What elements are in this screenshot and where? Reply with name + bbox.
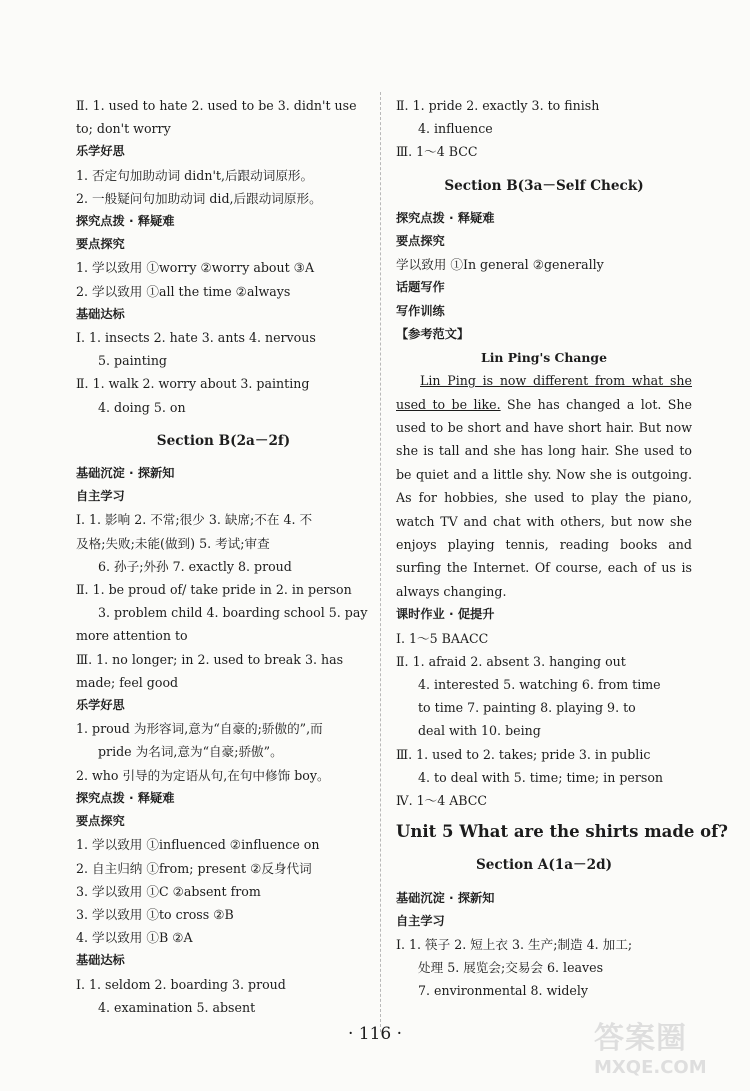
answer-line: pride 为名词,意为“自豪;骄傲”。 [98,744,283,760]
answer-line: 4. examination 5. absent [98,999,256,1015]
answer-line: 2. who 引导的为定语从句,在句中修饰 boy。 [76,767,330,783]
section-heading: 自主学习 [76,489,125,504]
section-heading: 课时作业 · 促提升 [396,607,495,622]
section-heading: 话题写作 [396,280,445,295]
answer-line: 学以致用 ①In general ②generally [396,257,604,273]
section-heading: 自主学习 [396,913,445,928]
section-title: Section B(2a－2f) [156,432,291,449]
section-heading: 基础达标 [76,306,125,321]
answer-line: Ⅱ. 1. pride 2. exactly 3. to finish [396,98,600,113]
answer-line: Ⅲ. 1. no longer; in 2. used to break 3. has [76,651,344,667]
answer-line: 1. 学以致用 ①influenced ②influence on [76,837,320,853]
answer-line: 处理 5. 展览会;交易会 6. leaves [418,960,604,976]
section-heading: 乐学好思 [76,144,125,159]
section-heading: 基础沉淀 · 探新知 [76,466,175,481]
watermark-url: MXQE.COM [594,1057,707,1078]
page-number: · 116 · [347,1024,403,1044]
section-heading: 探究点拨 · 释疑难 [76,214,175,229]
answer-line: Ⅲ. 1～4 BCC [396,144,478,160]
essay-underlined-sentence: Lin Ping is now different from what she used to be like. [396,373,692,412]
model-essay [396,369,692,603]
essay-title: Lin Ping's Change [481,350,607,366]
answer-line: 2. 自主归纳 ①from; present ②反身代词 [76,860,312,876]
section-heading: 探究点拨 · 释疑难 [396,210,495,225]
answer-line: 3. problem child 4. boarding school 5. pay [98,605,368,621]
answer-line: 2. 学以致用 ①all the time ②always [76,283,291,299]
answer-line: 3. 学以致用 ①to cross ②B [76,906,234,922]
section-heading: 写作训练 [396,303,445,318]
section-title: Section A(1a－2d) [475,857,613,874]
answer-line: more attention to [76,628,188,644]
answer-line: 4. influence [418,121,493,137]
answer-line: 1. 学以致用 ①worry ②worry about ③A [76,260,315,276]
section-heading: 【参考范文】 [396,326,470,341]
answer-line: Ⅱ. 1. walk 2. worry about 3. painting [76,376,310,392]
answer-line: 4. 学以致用 ①B ②A [76,930,193,946]
answer-line: Ⅱ. 1. be proud of/ take pride in 2. in person [76,582,352,598]
left-column [76,94,371,1019]
answer-line: 5. painting [98,353,167,369]
answer-line: made; feel good [76,674,179,690]
answer-line: 6. 孙子;外孙 7. exactly 8. proud [98,558,292,574]
answer-line: 1. 否定句加助动词 didn't,后跟动词原形。 [76,167,314,183]
answer-line: 4. to deal with 5. time; time; in person [418,769,664,785]
answer-line: deal with 10. being [418,723,541,739]
answer-line: Ⅰ. 1. insects 2. hate 3. ants 4. nervous [76,330,316,346]
section-heading: 乐学好思 [76,698,125,713]
answer-line: to time 7. painting 8. playing 9. to [418,700,636,716]
section-heading: 要点探究 [396,234,445,249]
answer-line: Ⅰ. 1. 筷子 2. 短上衣 3. 生产;制造 4. 加工; [396,936,633,952]
answer-line: Ⅰ. 1. 影响 2. 不常;很少 3. 缺席;不在 4. 不 [76,512,313,528]
answer-line: 1. proud 为形容词,意为“自豪的;骄傲的”,而 [76,721,323,737]
section-heading: 要点探究 [76,237,125,252]
answer-line: Ⅱ. 1. afraid 2. absent 3. hanging out [396,653,626,669]
answer-line: 4. doing 5. on [98,399,186,415]
watermark-mark: 答案圈 [594,1021,687,1056]
section-heading: 探究点拨 · 释疑难 [76,790,175,805]
unit-title: Unit 5 What are the shirts made of? [396,822,728,842]
answer-line: 4. interested 5. watching 6. from time [418,676,661,692]
answer-line: Ⅳ. 1～4 ABCC [396,792,488,808]
right-top-block [396,94,692,346]
essay-body: She has changed a lot. She used to be short and have short hair. But now she is tall and she has long hair. She used to be quiet and a little shy. Now she is outgoing. As for hobbies, she used to play the piano, watch TV and chat with others, but now she enjoys playing tennis, reading books and surfing the Internet. Of course, each of us is always changing. [396,396,692,599]
section-heading: 要点探究 [76,814,125,829]
answer-line: 7. environmental 8. widely [418,983,589,999]
watermark-logo [594,1013,734,1085]
answer-line: Ⅰ. 1. seldom 2. boarding 3. proud [76,976,286,992]
column-divider [380,92,381,1032]
section-heading: 基础达标 [76,953,125,968]
answer-line: Ⅰ. 1～5 BAACC [396,630,489,646]
answer-line: to; don't worry [76,121,171,137]
answer-line: Ⅲ. 1. used to 2. takes; pride 3. in public [396,746,651,762]
answer-line: Ⅱ. 1. used to hate 2. used to be 3. didn't use [76,98,357,113]
right-column [396,94,728,1003]
section-title: Section B(3a－Self Check) [444,177,644,194]
right-bottom-block [396,603,728,1002]
answer-line: 3. 学以致用 ①C ②absent from [76,883,261,899]
answer-line: 及格;失败;未能(做到) 5. 考试;审查 [76,535,270,551]
section-heading: 基础沉淀 · 探新知 [396,890,495,905]
answer-line: 2. 一般疑问句加助动词 did,后跟动词原形。 [76,190,322,206]
